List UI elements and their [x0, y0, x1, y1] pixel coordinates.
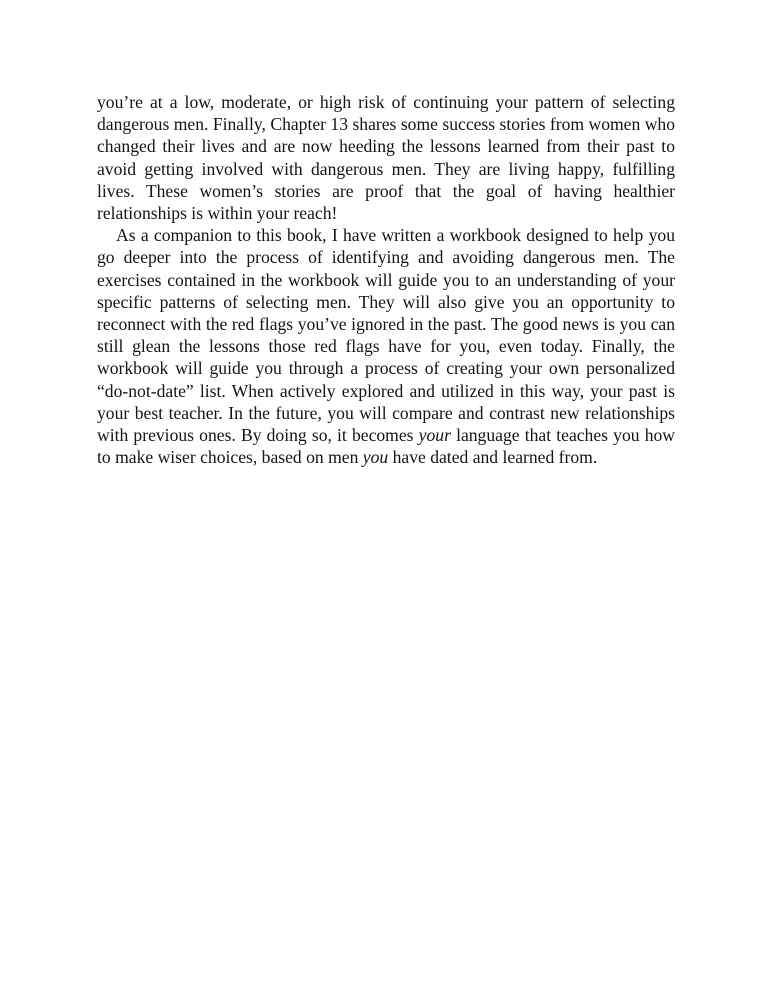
emphasis-your: your [418, 425, 451, 446]
paragraph-1: you’re at a low, moderate, or high risk of continuing your pattern of selecting dangerous men. Finally, Chapter 13 shares some success stories from women who changed their lives and are now heeding the lessons learned from their past to avoid getting involved with dangerous men. They are living happy, fulfilling lives. These women’s stories are proof that the goal of having healthier relationships is within your reach! [97, 92, 675, 224]
paragraph-2-text-a: As a companion to this book, I have written a workbook designed to help you go deeper into the process of identifying and avoiding dangerous men. The exercises contained in the workbook will guide you to an understanding of your specific patterns of selecting men. They will also give you an opportunity to reconnect with the red flags you’ve ignored in the past. The good news is you can still glean the lessons those red flags have for you, even today. Finally, the workbook will guide you through a process of creating your own personalized “do-not-date” list. When actively explored and utilized in this way, your past is your best teacher. In the future, you will compare and contrast new relationships with previous ones. By doing so, it becomes [97, 225, 675, 446]
body-text [97, 91, 675, 468]
paragraph-2-text-b: language that teaches you how to make wiser choices, based on men [97, 425, 675, 468]
paragraph-2-text-c: have dated and learned from. [388, 447, 598, 468]
paragraph-2 [97, 224, 675, 468]
emphasis-you: you [362, 447, 389, 468]
